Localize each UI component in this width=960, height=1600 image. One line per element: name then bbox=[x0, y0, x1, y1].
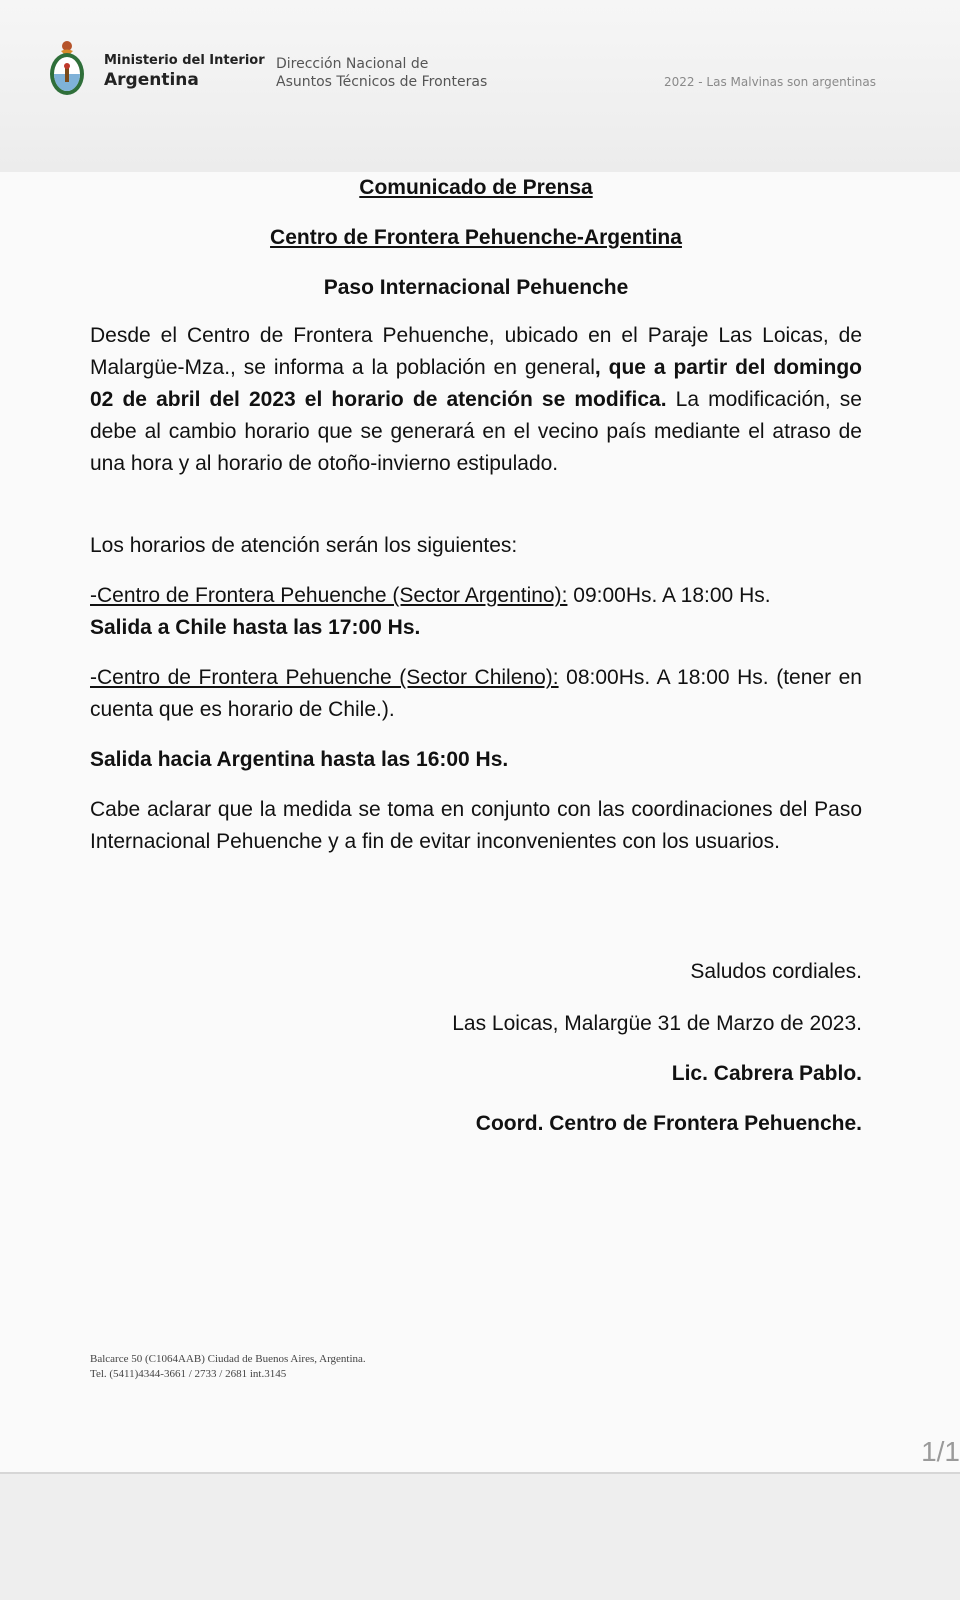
chilean-sector-label: -Centro de Frontera Pehuenche (Sector Chileno): bbox=[90, 666, 559, 689]
doc-subtitle-2: Paso Internacional Pehuenche bbox=[323, 276, 629, 299]
direction-line-2: Asuntos Técnicos de Fronteras bbox=[276, 74, 488, 90]
intro-paragraph bbox=[90, 320, 862, 480]
signer-name: Lic. Cabrera Pablo. bbox=[671, 1062, 862, 1085]
intro-rest-text: La modificación, se debe al cambio horario que se generará en el vecino país mediante el atraso de una hora y al horario de otoño-invierno estipulado. bbox=[90, 388, 862, 475]
footer-phone: Tel. (5411)4344-3661 / 2733 / 2681 int.3145 bbox=[90, 1368, 287, 1380]
argentine-exit-time: Salida a Chile hasta las 17:00 Hs. bbox=[90, 616, 421, 639]
motto: 2022 - Las Malvinas son argentinas bbox=[663, 75, 876, 89]
closing-paragraph: Cabe aclarar que la medida se toma en conjunto con las coordinaciones del Paso Internacional Pehuenche y a fin de evitar inconvenientes con los usuarios. bbox=[90, 798, 862, 853]
chilean-sector-hours: 08:00Hs. A 18:00 Hs. (tener en cuenta que es horario de Chile.). bbox=[90, 666, 862, 721]
footer-address: Balcarce 50 (C1064AAB) Ciudad de Buenos Aires, Argentina. bbox=[90, 1353, 366, 1365]
country-name: Argentina bbox=[104, 70, 199, 90]
chilean-sector-paragraph bbox=[90, 662, 862, 726]
document-page bbox=[0, 172, 960, 1474]
greeting: Saludos cordiales. bbox=[690, 960, 862, 983]
place-date: Las Loicas, Malargüe 31 de Marzo de 2023. bbox=[452, 1012, 862, 1035]
ministry-name: Ministerio del Interior bbox=[104, 53, 265, 68]
doc-subtitle: Centro de Frontera Pehuenche-Argentina bbox=[270, 226, 682, 249]
intro-text: Desde el Centro de Frontera Pehuenche, ubicado en el Paraje Las Loicas, de Malargüe-Mza., se informa a la población en general bbox=[90, 324, 862, 379]
intro-bold-text: , que a partir del domingo 02 de abril del 2023 el horario de atención se modifica. bbox=[90, 356, 862, 411]
doc-title: Comunicado de Prensa bbox=[359, 176, 593, 199]
chilean-exit-time: Salida hacia Argentina hasta las 16:00 Hs. bbox=[90, 748, 509, 771]
signer-role: Coord. Centro de Frontera Pehuenche. bbox=[475, 1112, 862, 1135]
schedule-intro: Los horarios de atención serán los siguientes: bbox=[90, 534, 518, 557]
letterhead bbox=[0, 0, 960, 172]
direction-line-1: Dirección Nacional de bbox=[276, 56, 429, 72]
page-indicator: 1/1 bbox=[921, 1436, 960, 1467]
argentine-sector-paragraph bbox=[90, 580, 862, 644]
argentine-sector-label: -Centro de Frontera Pehuenche (Sector Argentino): bbox=[90, 584, 568, 607]
argentine-sector-hours: 09:00Hs. A 18:00 Hs. bbox=[567, 584, 771, 607]
argentina-coat-of-arms-icon bbox=[48, 38, 86, 98]
